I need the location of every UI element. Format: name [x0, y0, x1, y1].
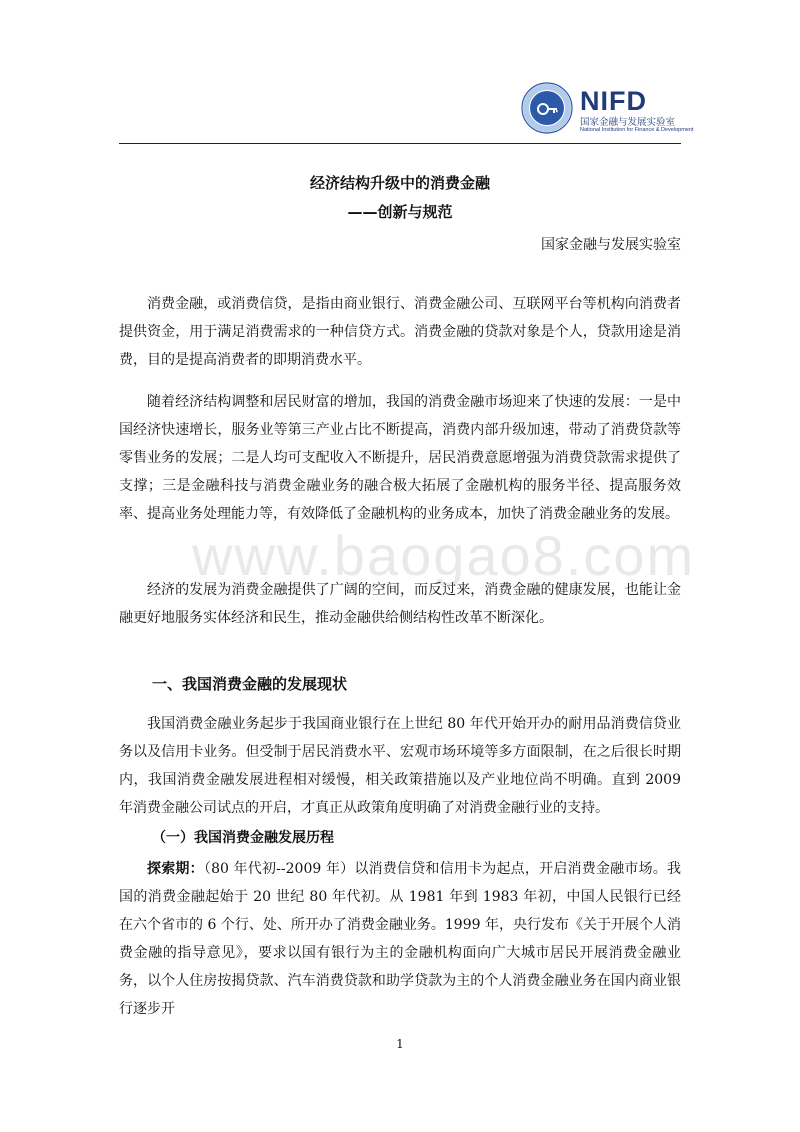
paragraph-exploration-period — [119, 855, 681, 1023]
nifd-logo-chinese: 国家金融与发展实验室 — [580, 117, 676, 128]
nifd-logo-wordmark: NIFD — [580, 86, 647, 116]
exploration-period-label: 探索期： — [147, 861, 204, 877]
paragraph-definition: 消费金融，或消费信贷，是指由商业银行、消费金融公司、互联网平台等机构向消费者提供资金，用于满足消费需求的一种信贷方式。消费金融的贷款对象是个人，贷款用途是消费，目的是提高消费者的即期消费水平。 — [119, 296, 681, 368]
author-organization: 国家金融与发展实验室 — [541, 237, 681, 253]
section-heading-1: 一、我国消费金融的发展现状 — [152, 675, 348, 693]
watermark: www.baogao8.com — [192, 524, 696, 587]
exploration-period-text: （80 年代初--2009 年）以消费信贷和信用卡为起点，开启消费金融市场。我国的消费金融起始于 20 世纪 80 年代初。从 1981 年到 1983 年初，中国人民银行已经在六个省市的 6 个行、处、所开办了消费金融业务。1999 年，央行发布《关于开展个人消费金融的指导意见》，要求以国有银行为主的金融机构面向广大城市居民开展消费金融业务，以个人住房按揭贷款、汽车消费贷款和助学贷款为主的个人消费金融业务在国内商业银行逐步开 — [119, 861, 682, 1017]
paragraph-growth-drivers: 随着经济结构调整和居民财富的增加，我国的消费金融市场迎来了快速的发展：一是中国经济快速增长，服务业等第三产业占比不断提高，消费内部升级加速，带动了消费贷款等零售业务的发展；二是人均可支配收入不断提升，居民消费意愿增强为消费贷款需求提供了支撑；三是金融科技与消费金融业务的融合极大拓展了金融机构的服务半径、提高服务效率、提高业务处理能力等，有效降低了金融机构的业务成本，加快了消费金融业务的发展。 — [119, 394, 681, 522]
page-number: 1 — [396, 1037, 404, 1051]
subsection-heading-1: （一）我国消费金融发展历程 — [152, 830, 334, 846]
institution-seal-icon — [521, 82, 573, 134]
paragraph-history-overview: 我国消费金融业务起步于我国商业银行在上世纪 80 年代开始开办的耐用品消费信贷业务以及信用卡业务。但受制于居民消费水平、宏观市场环境等多方面限制，在之后很长时期内，我国消费金融发展进程相对缓慢，相关政策措施以及产业地位尚不明确。直到 2009 年消费金融公司试点的开启，才真正从政策角度明确了对消费金融行业的支持。 — [119, 716, 681, 816]
nifd-logo-english: National Institution for Finance & Development — [580, 127, 694, 133]
paragraph-significance: 经济的发展为消费金融提供了广阔的空间，而反过来，消费金融的健康发展，也能让金融更好地服务实体经济和民生，推动金融供给侧结构性改革不断深化。 — [119, 582, 681, 626]
document-subtitle: ——创新与规范 — [347, 203, 453, 221]
header-divider — [119, 143, 681, 144]
document-title: 经济结构升级中的消费金融 — [309, 174, 490, 192]
